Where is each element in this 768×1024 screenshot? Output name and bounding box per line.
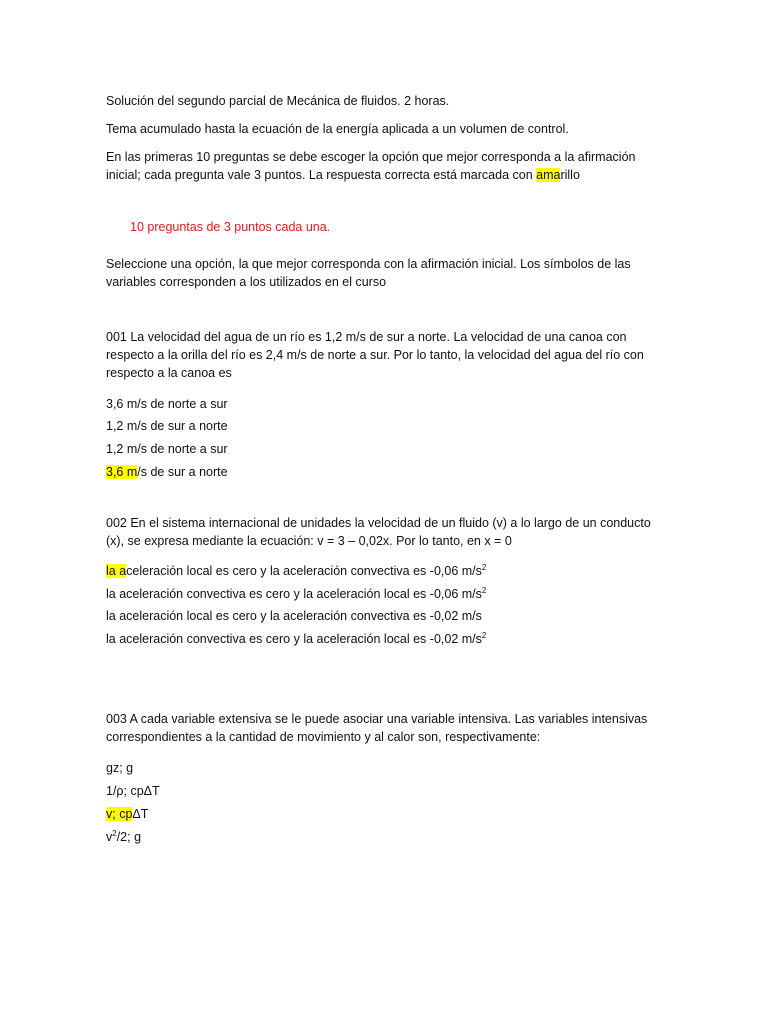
highlight-sample: ama bbox=[536, 168, 561, 182]
question-003-text: 003 A cada variable extensiva se le puede asociar una variable intensiva. Las variables intensivas correspondientes a la cantidad de movimiento y al calor son, respectivamente: bbox=[106, 712, 648, 744]
question-002-option-2: la aceleración convectiva es cero y la aceleración local es -0,06 $m/s^2$ bbox=[106, 586, 487, 601]
exam-scope: Tema acumulado hasta la ecuación de la energía aplicada a un volumen de control. bbox=[106, 122, 569, 136]
question-003-option-3-correct: v; cpΔT bbox=[106, 807, 149, 821]
question-003-option-2: 1/ρ; cpΔT bbox=[106, 784, 160, 798]
question-001-option-3: 1,2 m/s de norte a sur bbox=[106, 442, 228, 456]
section-title: 10 preguntas de 3 puntos cada una. bbox=[130, 220, 331, 234]
question-001-option-2: 1,2 m/s de sur a norte bbox=[106, 419, 228, 433]
question-002-option-3: la aceleración local es cero y la aceleración convectiva es -0,02 m/s bbox=[106, 609, 482, 623]
question-001-text: 001 La velocidad del agua de un río es 1,2 m/s de sur a norte. La velocidad de una canoa con respecto a la orilla del río es 2,4 m/s de norte a sur. Por lo tanto, la velocidad del agua del río con respecto a la canoa es bbox=[106, 330, 644, 380]
document-title: Solución del segundo parcial de Mecánica de fluidos. 2 horas. bbox=[106, 94, 450, 108]
question-002-text: 002 En el sistema internacional de unidades la velocidad de un fluido (v) a lo largo de un conducto (x), se expresa mediante la ecuación: v = 3 – 0,02x. Por lo tanto, en x = 0 bbox=[106, 516, 651, 548]
question-001-option-4-correct: 3,6 m/s de sur a norte bbox=[106, 465, 228, 479]
question-003-option-4: $v^2/2$; g bbox=[106, 829, 142, 844]
exam-instructions: En las primeras 10 preguntas se debe escoger la opción que mejor corresponda a la afirmación inicial; cada pregunta vale 3 puntos. La respuesta correcta está marcada con amarillo bbox=[106, 150, 636, 182]
question-002-option-1-correct: la aceleración local es cero y la aceleración convectiva es -0,06 $m/s^2$ bbox=[106, 563, 487, 578]
question-002-option-4: la aceleración convectiva es cero y la aceleración local es -0,02 $m/s^2$ bbox=[106, 631, 487, 646]
general-instruction: Seleccione una opción, la que mejor corresponda con la afirmación inicial. Los símbolos de las variables corresponden a los utilizados en el curso bbox=[106, 257, 631, 289]
question-003-option-1: gz; g bbox=[106, 761, 134, 775]
question-001-option-1: 3,6 m/s de norte a sur bbox=[106, 397, 228, 411]
